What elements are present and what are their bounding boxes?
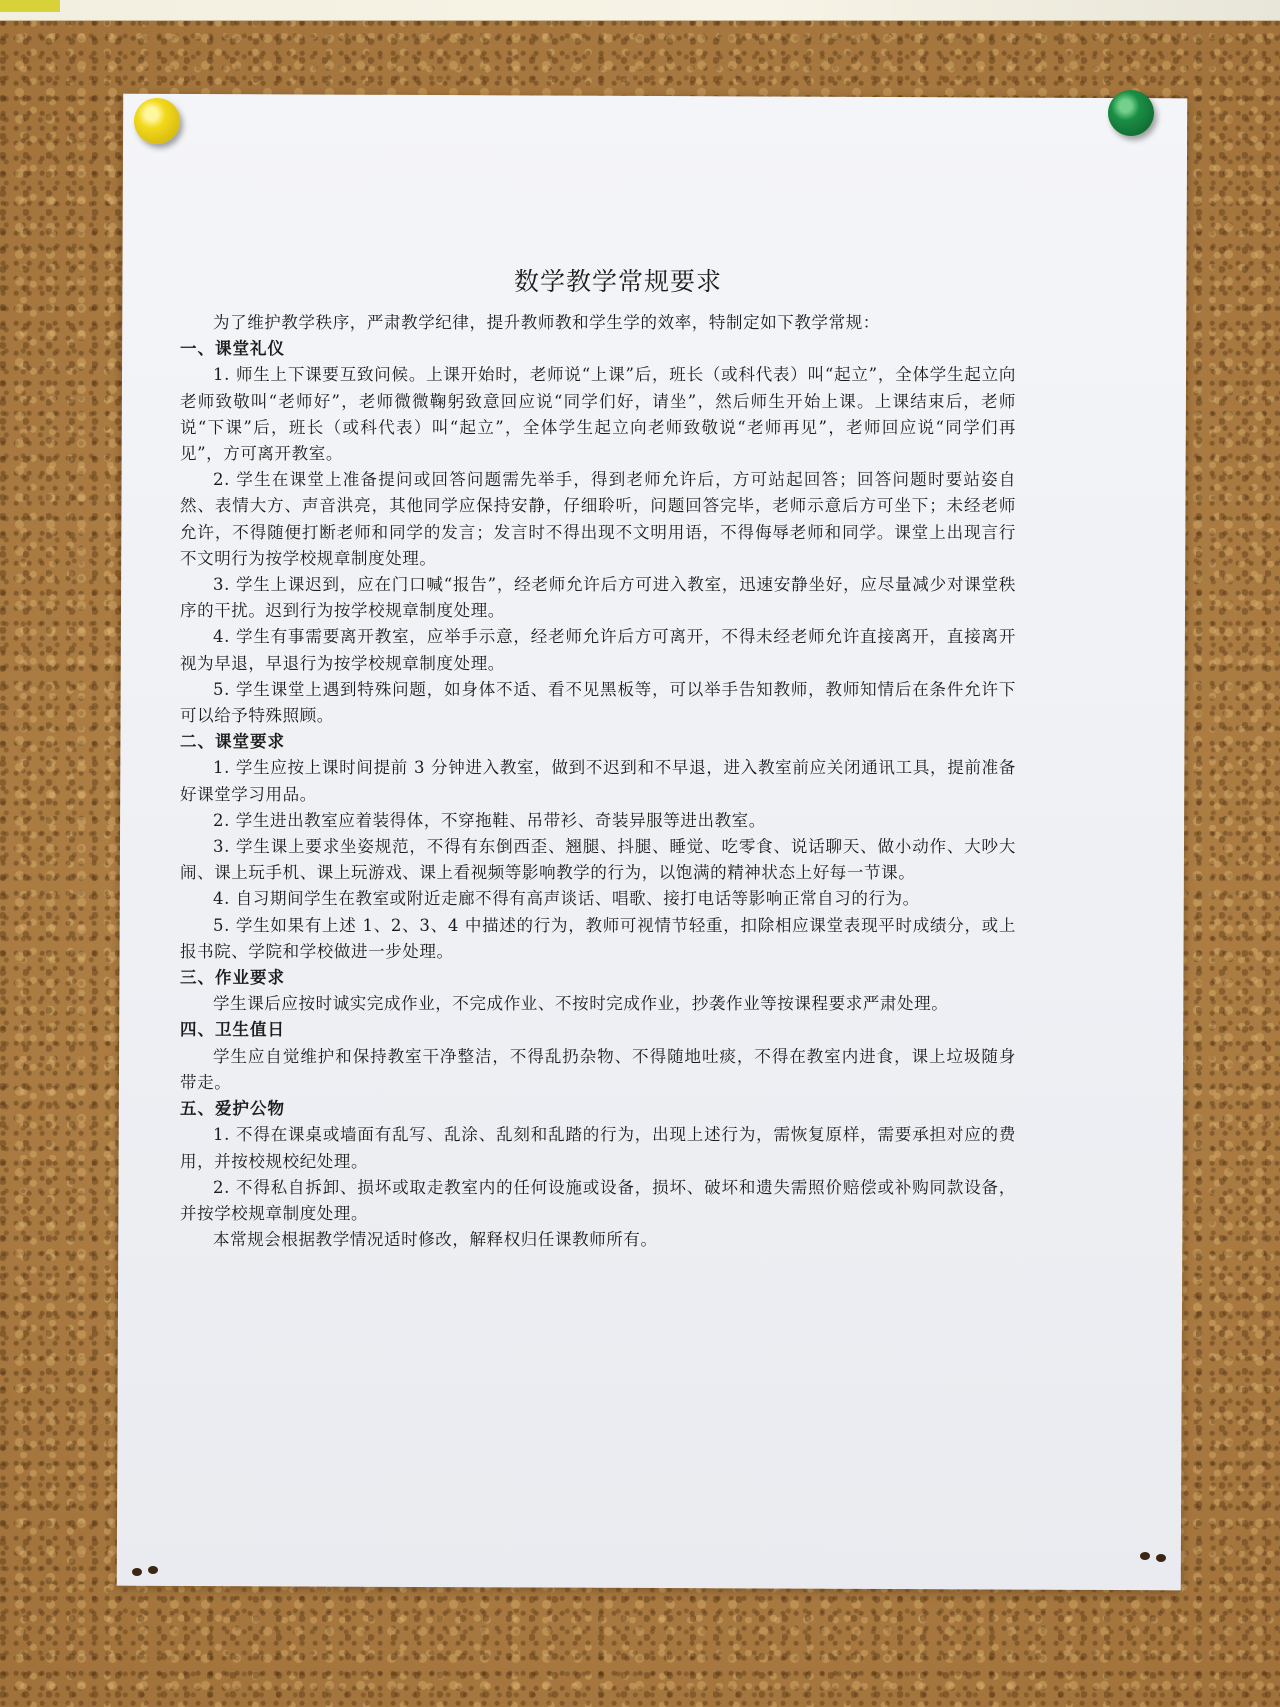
intro-paragraph: 为了维护教学秩序，严肃教学纪律，提升教师教和学生学的效率，特制定如下教学常规：	[213, 313, 880, 332]
section-2-paragraph-2: 2. 学生进出教室应着装得体，不穿拖鞋、吊带衫、奇装异服等进出教室。	[213, 810, 766, 830]
section-1-paragraph-2: 2. 学生在课堂上准备提问或回答问题需先举手，得到老师允许后，方可站起回答；回答问题时要站姿自然、表情大方、声音洪亮，其他同学应保持安静，仔细聆听，问题回答完毕，老师示意后方可坐下；未经老师允许，不得随便打断老师和同学的发言；发言时不得出现不文明用语，不得侮辱老师和同学。课堂上出现言行不文明行为按学校规章制度处理。	[180, 470, 1016, 568]
section-5-paragraph-2: 2. 不得私自拆卸、损坏或取走教室内的任何设施或设备，损坏、破坏和遗失需照价赔偿或补购同款设备，并按学校规章制度处理。	[180, 1177, 1016, 1223]
document-title: 数学教学常规要求	[513, 267, 722, 296]
section-heading-1: 一、课堂礼仪	[180, 339, 285, 359]
section-2-paragraph-1: 1. 学生应按上课时间提前 3 分钟进入教室，做到不迟到和不早退，进入教室前应关闭通讯工具，提前准备好课堂学习用品。	[180, 758, 1016, 804]
section-1-paragraph-3: 3. 学生上课迟到，应在门口喊“报告”，经老师允许后方可进入教室，迅速安静坐好，应尽量减少对课堂秩序的干扰。迟到行为按学校规章制度处理。	[180, 575, 1016, 621]
pin-hole-right	[1140, 1552, 1150, 1560]
pin-hole-left-2	[148, 1566, 158, 1574]
green-pushpin-icon	[1108, 90, 1154, 136]
closing-note: 本常规会根据教学情况适时修改，解释权归任课教师所有。	[213, 1230, 658, 1250]
section-2-paragraph-4: 4. 自习期间学生在教室或附近走廊不得有高声谈话、唱歌、接打电话等影响正常自习的行为。	[213, 889, 920, 909]
section-2-paragraph-5: 5. 学生如果有上述 1、2、3、4 中描述的行为，教师可视情节轻重，扣除相应课堂表现平时成绩分，或上报书院、学院和学校做进一步处理。	[180, 915, 1016, 961]
section-1-paragraph-1: 1. 师生上下课要互致问候。上课开始时，老师说“上课”后，班长（或科代表）叫“起立”，全体学生起立向老师致敬叫“老师好”，老师微微鞠躬致意回应说“同学们好，请坐”，然后师生开始上课。上课结束后，老师说“下课”后，班长（或科代表）叫“起立”，全体学生起立向老师致敬说“老师再见”，老师回应说“同学们再见”，方可离开教室。	[180, 365, 1016, 464]
pin-hole-right-2	[1156, 1554, 1166, 1562]
section-2-paragraph-3: 3. 学生课上要求坐姿规范，不得有东倒西歪、翘腿、抖腿、睡觉、吃零食、说话聊天、做小动作、大吵大闹、课上玩手机、课上玩游戏、课上看视频等影响教学的行为，以饱满的精神状态上好每一节课。	[180, 837, 1016, 883]
section-1-paragraph-4: 4. 学生有事需要离开教室，应举手示意，经老师允许后方可离开，不得未经老师允许直接离开，直接离开视为早退，早退行为按学校规章制度处理。	[180, 627, 1016, 673]
paper-strip-top	[0, 0, 1280, 21]
section-1-paragraph-5: 5. 学生课堂上遇到特殊问题，如身体不适、看不见黑板等，可以举手告知教师，教师知情后在条件允许下可以给予特殊照顾。	[180, 679, 1016, 726]
section-heading-4: 四、卫生值日	[180, 1020, 285, 1040]
section-3-paragraph-1: 学生课后应按时诚实完成作业，不完成作业、不按时完成作业，抄袭作业等按课程要求严肃处理。	[213, 994, 949, 1014]
yellow-paper-edge	[0, 0, 60, 12]
document-body	[180, 262, 1016, 1253]
section-4-paragraph-1: 学生应自觉维护和保持教室干净整洁，不得乱扔杂物、不得随地吐痰，不得在教室内进食，课上垃圾随身带走。	[180, 1046, 1016, 1092]
yellow-pushpin-icon	[134, 98, 180, 144]
section-heading-2: 二、课堂要求	[180, 732, 285, 752]
pin-hole-left	[132, 1568, 142, 1576]
section-heading-3: 三、作业要求	[180, 968, 285, 988]
section-5-paragraph-1: 1. 不得在课桌或墙面有乱写、乱涂、乱刻和乱踏的行为，出现上述行为，需恢复原样，需要承担对应的费用，并按校规校纪处理。	[180, 1125, 1016, 1171]
section-heading-5: 五、爱护公物	[180, 1099, 285, 1119]
